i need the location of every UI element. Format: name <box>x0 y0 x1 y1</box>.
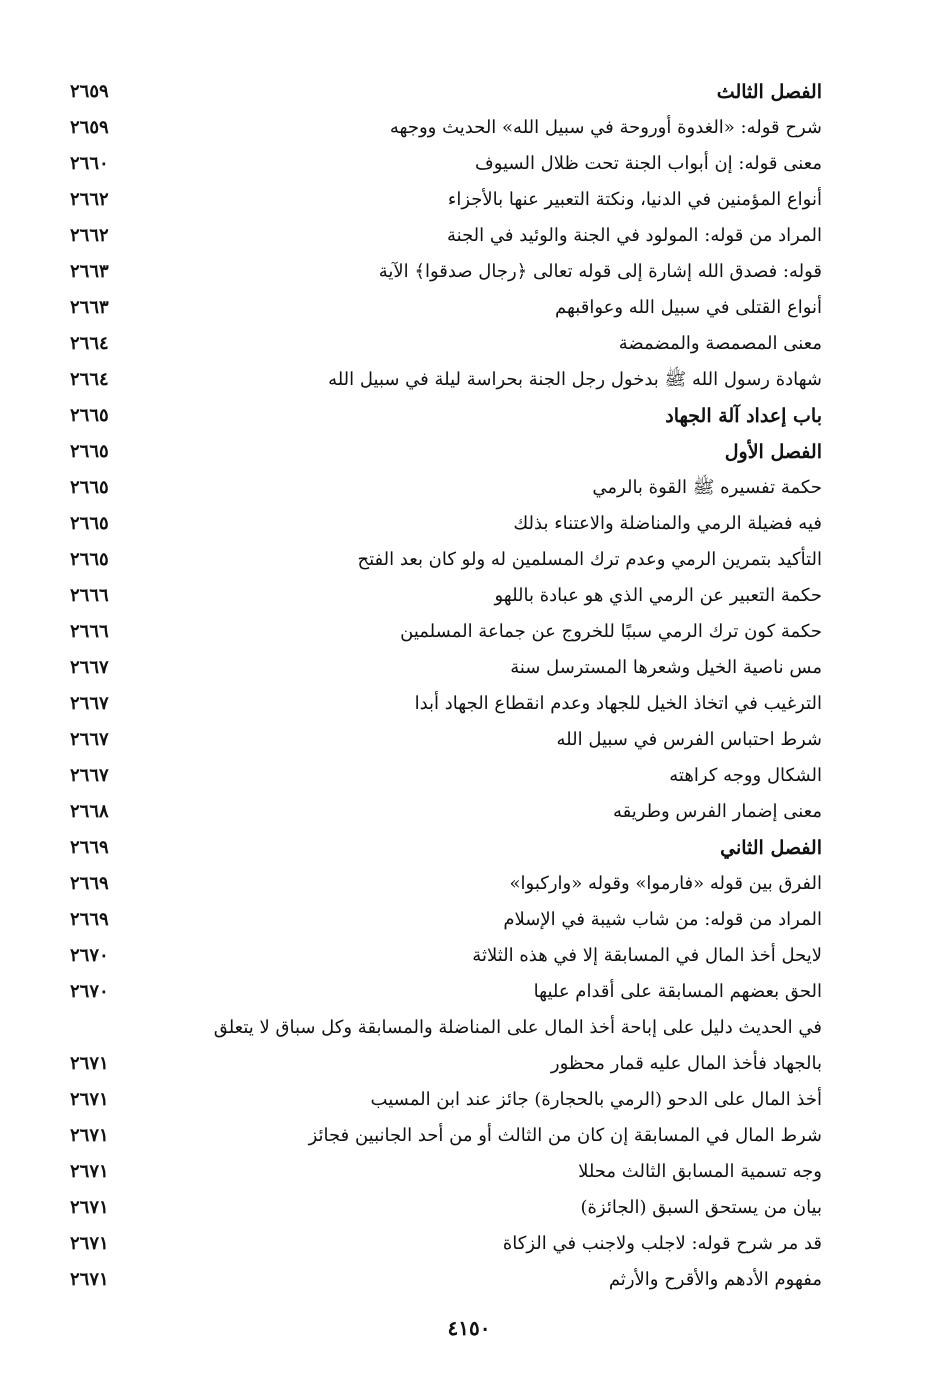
toc-entry-page: ٢٦٦٥ <box>70 513 109 534</box>
toc-entry-page: ٢٦٦٧ <box>70 765 109 786</box>
toc-entry-page: ٢٦٦٢ <box>70 225 109 246</box>
toc-entry <box>70 1262 822 1298</box>
toc-entry-title: فيه فضيلة الرمي والمناضلة والاعتناء بذلك <box>513 513 822 534</box>
toc-entry <box>70 218 822 254</box>
toc-heading <box>70 74 822 110</box>
toc-entry <box>70 1154 822 1190</box>
toc-entry <box>70 146 822 182</box>
toc-entry <box>70 650 822 686</box>
toc-entry-page: ٢٦٦٠ <box>70 153 109 174</box>
toc-entry <box>70 794 822 830</box>
toc-entry-page: ٢٦٦٤ <box>70 333 109 354</box>
toc-entry <box>70 1190 822 1226</box>
toc-entry-title: الترغيب في اتخاذ الخيل للجهاد وعدم انقطاع الجهاد أبدا <box>414 693 822 714</box>
toc-entry-title: باب إعداد آلة الجهاد <box>665 405 822 427</box>
toc-entry-page: ٢٦٧١ <box>70 1089 109 1110</box>
toc-entry-title: شرط المال في المسابقة إن كان من الثالث أو من أحد الجانبين فجائز <box>308 1125 822 1146</box>
toc-entry-page: ٢٦٦٥ <box>70 405 109 426</box>
page-number: ٤١٥٠ <box>447 1316 491 1340</box>
toc-entry <box>70 1082 822 1118</box>
toc-entry-title: الشكال ووجه كراهته <box>669 765 822 786</box>
toc-entry-page: ٢٦٦٩ <box>70 873 109 894</box>
toc-entry <box>70 1010 822 1046</box>
toc-entry-title: مفهوم الأدهم والأقرح والأرثم <box>608 1269 822 1290</box>
toc-entry-page: ٢٦٦٥ <box>70 477 109 498</box>
toc-entry-page: ٢٦٦٥ <box>70 549 109 570</box>
toc-entry-page: ٢٦٦٣ <box>70 261 109 282</box>
toc-entry-title: الفصل الأول <box>724 441 822 463</box>
toc-entry-title: المراد من قوله: من شاب شيبة في الإسلام <box>503 909 822 930</box>
toc-entry-page: ٢٦٦٤ <box>70 369 109 390</box>
toc-entry-title: بيان من يستحق السبق (الجائزة) <box>580 1197 822 1218</box>
toc-entry-page: ٢٦٦٧ <box>70 693 109 714</box>
toc-entry <box>70 290 822 326</box>
toc-entry-title: أنواع المؤمنين في الدنيا، ونكتة التعبير عنها بالأجزاء <box>447 189 822 210</box>
toc-entry-title: معنى إضمار الفرس وطريقه <box>612 801 822 822</box>
toc-entry-page: ٢٦٦٧ <box>70 729 109 750</box>
toc-entry-page: ٢٦٧١ <box>70 1161 109 1182</box>
toc-entry-title: قد مر شرح قوله: لاجلب ولاجنب في الزكاة <box>502 1233 822 1254</box>
toc-entry-title: لايحل أخذ المال في المسابقة إلا في هذه الثلاثة <box>472 945 822 966</box>
toc-entry <box>70 614 822 650</box>
toc-entry-title: شهادة رسول الله ﷺ بدخول رجل الجنة بحراسة ليلة في سبيل الله <box>328 369 822 390</box>
toc-entry-page: ٢٦٧١ <box>70 1197 109 1218</box>
toc-entry-title: حكمة كون ترك الرمي سببًا للخروج عن جماعة المسلمين <box>400 621 822 642</box>
toc-entry-title: الحق بعضهم المسابقة على أقدام عليها <box>533 981 822 1002</box>
toc-entry <box>70 686 822 722</box>
toc-entry-title: شرط احتباس الفرس في سبيل الله <box>556 729 822 750</box>
toc-entry-title: شرح قوله: «الغدوة أوروحة في سبيل الله» الحديث ووجهه <box>389 117 822 138</box>
toc-entry <box>70 722 822 758</box>
toc-entry <box>70 938 822 974</box>
table-of-contents <box>70 74 822 1298</box>
toc-entry-page: ٢٦٦٨ <box>70 801 109 822</box>
toc-entry-title: حكمة التعبير عن الرمي الذي هو عبادة باللهو <box>494 585 822 606</box>
toc-entry <box>70 542 822 578</box>
toc-heading <box>70 398 822 434</box>
toc-entry-page: ٢٦٥٩ <box>70 117 109 138</box>
toc-entry-page: ٢٦٦٦ <box>70 621 109 642</box>
toc-entry-page: ٢٦٧١ <box>70 1053 109 1074</box>
toc-entry-page: ٢٦٥٩ <box>70 81 109 102</box>
toc-entry-page: ٢٦٧١ <box>70 1125 109 1146</box>
toc-entry-title: معنى المصمصة والمضمضة <box>618 333 822 354</box>
toc-entry <box>70 758 822 794</box>
toc-heading <box>70 830 822 866</box>
toc-entry-page: ٢٦٦٩ <box>70 909 109 930</box>
toc-entry-page: ٢٦٦٥ <box>70 441 109 462</box>
toc-entry-page: ٢٦٧٠ <box>70 945 109 966</box>
toc-entry-title: في الحديث دليل على إباحة أخذ المال على المناضلة والمسابقة وكل سباق لا يتعلق <box>213 1017 822 1038</box>
toc-heading <box>70 434 822 470</box>
toc-entry-title: أنواع القتلى في سبيل الله وعواقبهم <box>555 297 822 318</box>
toc-entry-title: مس ناصية الخيل وشعرها المسترسل سنة <box>510 657 822 678</box>
toc-entry-page: ٢٦٦٩ <box>70 837 109 858</box>
toc-entry <box>70 506 822 542</box>
toc-entry-title: الفصل الثاني <box>720 837 822 859</box>
toc-entry <box>70 578 822 614</box>
toc-entry <box>70 326 822 362</box>
toc-entry <box>70 254 822 290</box>
toc-entry-title: الفصل الثالث <box>716 81 822 103</box>
toc-entry <box>70 1226 822 1262</box>
toc-entry-page: ٢٦٧١ <box>70 1233 109 1254</box>
toc-entry-title: التأكيد بتمرين الرمي وعدم ترك المسلمين له ولو كان بعد الفتح <box>357 549 822 570</box>
toc-entry-page: ٢٦٦٦ <box>70 585 109 606</box>
toc-entry <box>70 182 822 218</box>
toc-entry <box>70 470 822 506</box>
toc-entry-title: المراد من قوله: المولود في الجنة والوئيد في الجنة <box>446 225 822 246</box>
toc-entry <box>70 110 822 146</box>
toc-entry-page: ٢٦٦٢ <box>70 189 109 210</box>
toc-entry-title: بالجهاد فأخذ المال عليه قمار محظور <box>550 1053 822 1074</box>
toc-entry <box>70 866 822 902</box>
toc-entry-page: ٢٦٦٣ <box>70 297 109 318</box>
toc-entry-title: قوله: فصدق الله إشارة إلى قوله تعالى ﴿رجال صدقوا﴾ الآية <box>378 261 822 282</box>
toc-entry-title: حكمة تفسيره ﷺ القوة بالرمي <box>592 477 822 498</box>
toc-entry <box>70 902 822 938</box>
toc-entry <box>70 1046 822 1082</box>
toc-entry-title: أخذ المال على الدحو (الرمي بالحجارة) جائز عند ابن المسيب <box>370 1089 822 1110</box>
toc-entry-page: ٢٦٦٧ <box>70 657 109 678</box>
toc-entry <box>70 1118 822 1154</box>
toc-entry-page: ٢٦٧٠ <box>70 981 109 1002</box>
toc-entry-title: وجه تسمية المسابق الثالث محللا <box>578 1161 822 1182</box>
toc-entry-title: الفرق بين قوله «فارموا» وقوله «واركبوا» <box>509 873 822 894</box>
toc-entry <box>70 362 822 398</box>
toc-entry-page: ٢٦٧١ <box>70 1269 109 1290</box>
toc-entry-title: معنى قوله: إن أبواب الجنة تحت ظلال السيوف <box>475 153 822 174</box>
toc-entry <box>70 974 822 1010</box>
